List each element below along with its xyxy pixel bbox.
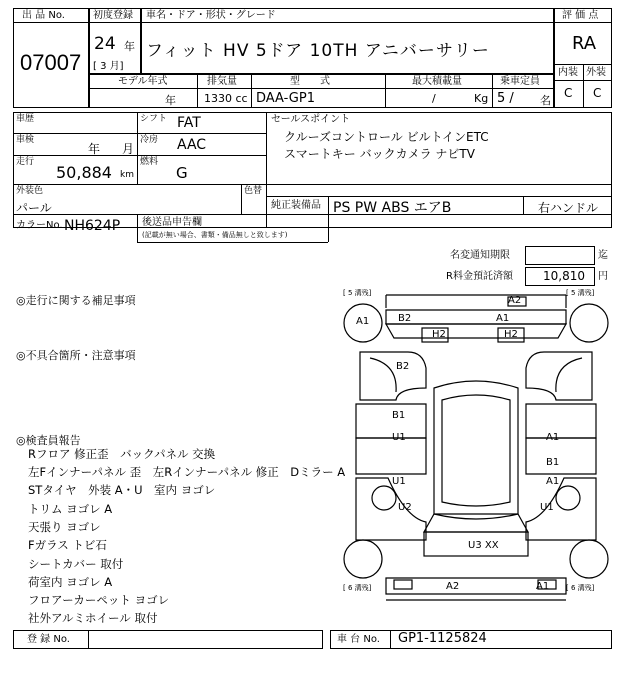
model-year-label: モデル年式	[118, 76, 168, 87]
registration-month: [ 3 月]	[93, 61, 124, 72]
name-change-box	[525, 246, 595, 265]
inspection-year-unit: 年	[88, 142, 101, 156]
driving-notes-label: ◎走行に関する補足事項	[16, 294, 136, 307]
displacement-label: 排気量	[207, 76, 237, 87]
front-left-tire-code: A1	[356, 316, 370, 327]
score-value: RA	[572, 33, 597, 54]
front-left-tread: [ 5 溝残]	[343, 289, 372, 297]
right-rear-door-b: B1	[546, 457, 560, 468]
report-line: Fガラス トビ石	[28, 538, 107, 552]
capacity-value: 5 /	[497, 91, 514, 106]
model-year-unit: 年	[165, 94, 176, 107]
lot-label: 出 品 No.	[22, 10, 65, 21]
car-name-label: 車名・ドア・形状・グレード	[146, 10, 276, 21]
max-load-unit: Kg	[474, 92, 489, 105]
right-quarter-code: U1	[540, 502, 554, 513]
inspector-report-label: ◎検査員報告	[16, 434, 81, 447]
report-line: Rフロア 修正歪 バックパネル 交換	[28, 447, 216, 461]
fuel-value: G	[176, 164, 188, 182]
chassis-number: GP1-1125824	[398, 631, 487, 646]
registration-no-label: 登 録 No.	[27, 634, 70, 645]
left-headlight-code: H2	[432, 329, 446, 340]
exterior-label: 外装	[586, 67, 606, 78]
report-line: フロアーカーペット ヨゴレ	[28, 593, 170, 607]
equipment-value: PS PW ABS エアB	[333, 200, 452, 216]
report-line: 荷室内 ヨゴレ A	[28, 575, 113, 589]
ac-label: 冷房	[140, 135, 159, 145]
max-load-label: 最大積載量	[412, 76, 462, 87]
recycle-unit: 円	[598, 271, 608, 282]
registration-label: 初度登録	[93, 10, 133, 21]
report-line: シートカバー 取付	[28, 557, 124, 571]
rear-bumper-code: A2	[446, 581, 460, 592]
report-line: STタイヤ 外装 A・U 室内 ヨゴレ	[28, 483, 216, 497]
defects-label: ◎不具合箇所・注意事項	[16, 349, 136, 362]
handle-value: 右ハンドル	[538, 201, 599, 215]
registration-year: 24	[94, 34, 116, 54]
report-line: トリム ヨゴレ A	[28, 502, 113, 516]
rear-right-tread: [ 6 溝残]	[566, 584, 595, 592]
sales-point-line2: スマートキー バックカメラ ナビTV	[284, 147, 475, 161]
lot-number: 07007	[20, 50, 82, 75]
right-rear-door-a: A1	[546, 476, 560, 487]
sales-point-line1: クルーズコントロール ビルトインETC	[284, 130, 489, 144]
color-no-value: NH624P	[64, 218, 121, 234]
inspection-month-unit: 月	[122, 142, 135, 156]
recycle-label: R料金預託済額	[446, 271, 513, 282]
left-front-door-u: U1	[392, 432, 406, 443]
recolor-label: 色替	[244, 186, 263, 196]
front-bumper-code: A2	[508, 295, 522, 306]
exterior-color-value: パール	[16, 201, 52, 215]
mileage-unit: km	[120, 170, 134, 180]
exterior-grade: C	[593, 86, 602, 100]
rear-bumper-right-code: A1	[536, 581, 550, 592]
report-line: 社外アルミホイール 取付	[28, 611, 158, 625]
left-rear-door-code: U1	[392, 476, 406, 487]
rear-left-tread: [ 6 溝残]	[343, 584, 372, 592]
trunk-code: U3 XX	[468, 540, 499, 551]
capacity-label: 乗車定員	[500, 76, 540, 87]
report-line: 天張り ヨゴレ	[28, 520, 101, 534]
type-label: 型 式	[290, 76, 330, 87]
capacity-unit: 名	[540, 94, 551, 107]
history-label: 車歴	[16, 114, 35, 124]
sales-point-label: セールスポイント	[271, 114, 351, 125]
score-label: 評 価 点	[562, 10, 599, 21]
exterior-color-label: 外装色	[16, 186, 44, 196]
equipment-label: 純正装備品	[271, 200, 321, 211]
shift-value: FAT	[177, 115, 201, 131]
name-change-label: 名変通知期限	[450, 250, 510, 261]
ac-value: AAC	[177, 137, 207, 153]
right-headlight-code: H2	[504, 329, 518, 340]
mileage-label: 走行	[16, 157, 35, 167]
left-front-door-b: B1	[392, 410, 406, 421]
grille-code: B2	[398, 313, 412, 324]
hood-code: A1	[496, 313, 510, 324]
inspection-label: 車検	[16, 135, 35, 145]
registration-year-unit: 年	[124, 40, 135, 53]
car-name: フィット HV 5ドア 10TH アニバーサリー	[146, 41, 490, 61]
recycle-value: 10,810	[543, 269, 585, 283]
interior-label: 内装	[558, 67, 578, 78]
fuel-label: 燃料	[140, 157, 159, 167]
interior-grade: C	[564, 86, 573, 100]
color-no-label: カラーNo.	[16, 220, 63, 231]
shift-label: シフト	[140, 114, 168, 124]
left-quarter-code: U2	[398, 502, 412, 513]
displacement-value: 1330 cc	[204, 92, 248, 105]
car-condition-diagram	[338, 288, 614, 624]
post-docs-note: (記載が無い場合、書類・備品無しと致します)	[142, 231, 288, 239]
post-docs-label: 後送品申告欄	[142, 217, 202, 228]
type-value: DAA-GP1	[256, 91, 315, 106]
report-line: 左Fインナーパネル 歪 左Rインナーパネル 修正 Dミラー A	[28, 465, 346, 479]
name-change-unit: 迄	[598, 250, 608, 261]
mileage-value: 50,884	[56, 163, 112, 182]
front-right-tread: [ 5 溝残]	[566, 289, 595, 297]
chassis-label: 車 台 No.	[337, 634, 380, 645]
right-front-door-code: A1	[546, 432, 560, 443]
max-load-slash: /	[432, 92, 436, 105]
left-fender-code: B2	[396, 361, 410, 372]
